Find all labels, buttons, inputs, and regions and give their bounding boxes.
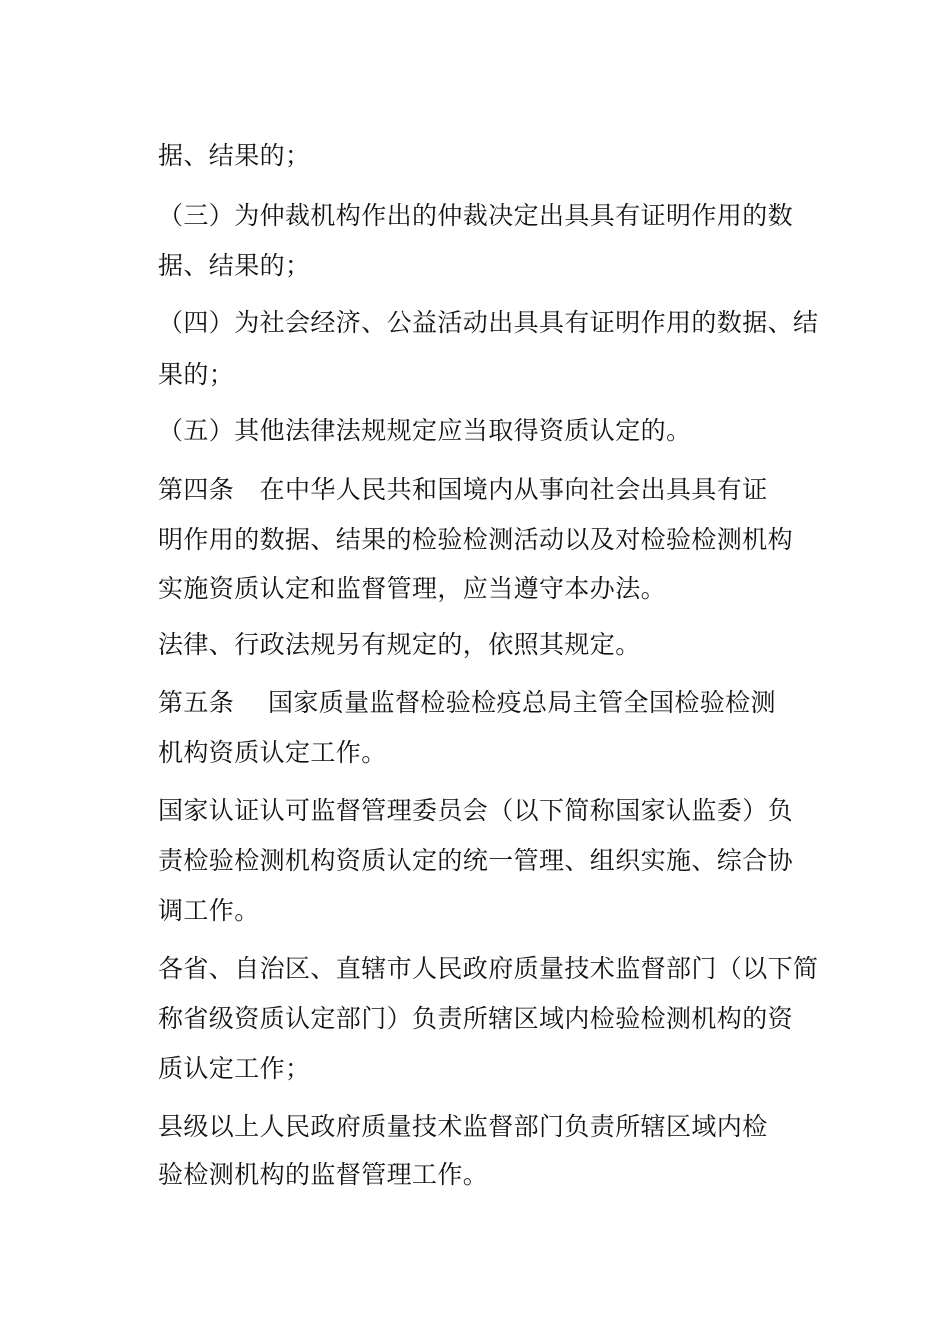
text-line-18: 质认定工作； <box>158 1054 311 1083</box>
text-line-20: 验检测机构的监督管理工作。 <box>158 1160 489 1189</box>
text-line-8: 明作用的数据、结果的检验检测活动以及对检验检测机构 <box>158 525 794 554</box>
text-line-11: 第五条 国家质量监督检验检疫总局主管全国检验检测 <box>158 688 776 717</box>
text-line-10: 法律、行政法规另有规定的，依照其规定。 <box>158 630 641 659</box>
text-line-1: 据、结果的； <box>158 141 311 170</box>
text-line-2: （三）为仲裁机构作出的仲裁决定出具具有证明作用的数 <box>158 201 794 230</box>
text-line-17: 称省级资质认定部门）负责所辖区域内检验检测机构的资 <box>158 1004 794 1033</box>
text-line-19: 县级以上人民政府质量技术监督部门负责所辖区域内检 <box>158 1112 768 1141</box>
text-line-15: 调工作。 <box>158 896 260 925</box>
text-line-4: （四）为社会经济、公益活动出具具有证明作用的数据、结 <box>158 308 819 337</box>
text-line-7: 第四条 在中华人民共和国境内从事向社会出具具有证 <box>158 475 768 504</box>
text-line-12: 机构资质认定工作。 <box>158 738 387 767</box>
text-line-5: 果的； <box>158 360 235 389</box>
text-line-16: 各省、自治区、直辖市人民政府质量技术监督部门（以下简 <box>158 954 819 983</box>
text-line-14: 责检验检测机构资质认定的统一管理、组织实施、综合协 <box>158 846 794 875</box>
text-line-6: （五）其他法律法规规定应当取得资质认定的。 <box>158 416 692 445</box>
text-line-3: 据、结果的； <box>158 251 311 280</box>
text-line-13: 国家认证认可监督管理委员会（以下简称国家认监委）负 <box>158 796 794 825</box>
text-line-9: 实施资质认定和监督管理，应当遵守本办法。 <box>158 574 667 603</box>
